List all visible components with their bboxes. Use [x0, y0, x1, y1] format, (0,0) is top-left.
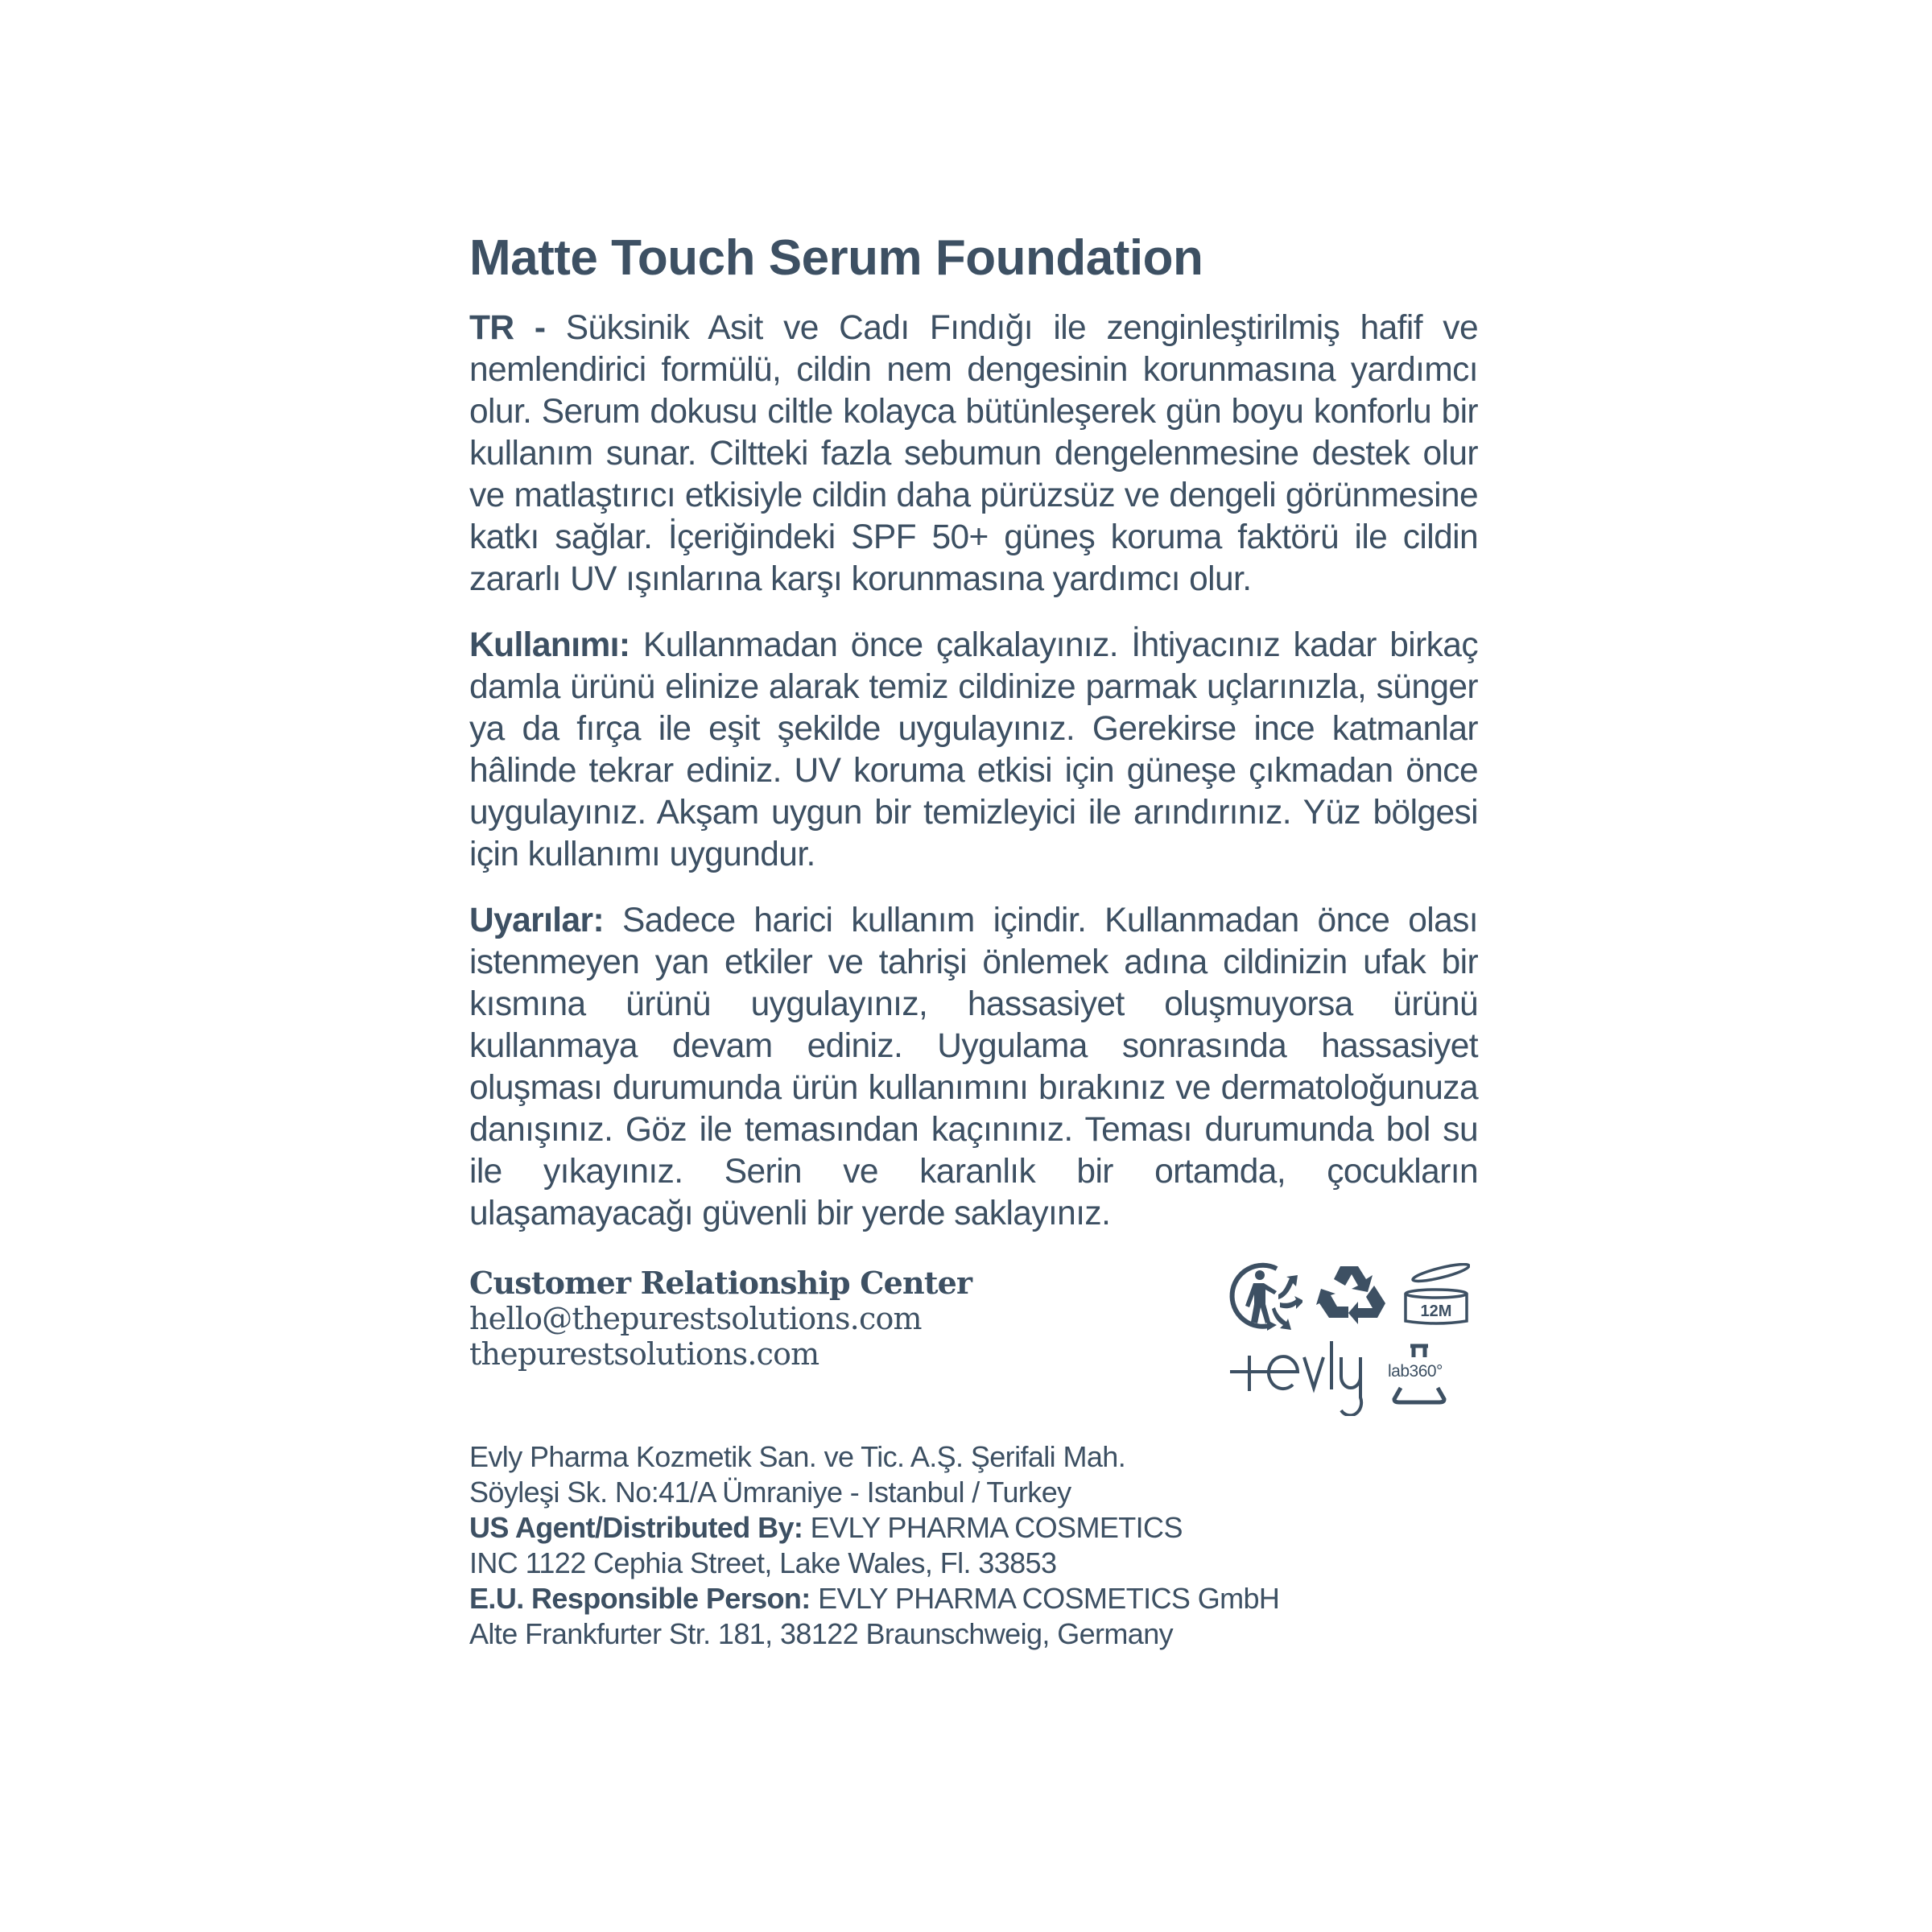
- us-agent-lead: US Agent/Distributed By:: [469, 1511, 803, 1544]
- customer-relationship-center: [469, 1265, 972, 1372]
- usage-lead: Kullanımı:: [469, 626, 630, 664]
- warnings-paragraph: [469, 900, 1478, 1235]
- eu-person-lead: E.U. Responsible Person:: [469, 1582, 811, 1615]
- eu-person-name: EVLY PHARMA COSMETICS GmbH: [810, 1582, 1280, 1615]
- description-text: Süksinik Asit ve Cadı Fındığı ile zenginleştirilmiş hafif ve nemlendirici formülü, cildin nem dengesinin korunmasına yardımcı olur. Serum dokusu ciltle kolayca bütünleşerek gün boyu konforlu bir kullanım sunar. Ciltteki fazla sebumun dengelenmesine destek olur ve matlaştırıcı etkisiyle cildin daha pürüzsüz ve dengeli görünmesine katkı sağlar. İçeriğindeki SPF 50+ güneş koruma faktörü ile cildin zararlı UV ışınlarına karşı korunmasına yardımcı olur.: [469, 309, 1478, 598]
- crc-website[interactable]: thepurestsolutions.com: [469, 1336, 819, 1372]
- contact-and-icons: [469, 1259, 1478, 1420]
- address-line-2: Söyleşi Sk. No:41/A Ümraniye - Istanbul / Turkey: [469, 1476, 1071, 1509]
- lab360-logo: [1389, 1340, 1462, 1412]
- pao-label: 12M: [1420, 1302, 1452, 1320]
- us-agent-address: INC 1122 Cephia Street, Lake Wales, Fl. 33853: [469, 1546, 1057, 1579]
- usage-text: Kullanmadan önce çalkalayınız. İhtiyacınız kadar birkaç damla ürünü elinize alarak temiz cildinize parmak uçlarınızla, sünger ya da fırça ile eşit şekilde uygulayınız. Gerekirse ince katmanlar hâlinde tekrar ediniz. UV koruma etkisi için güneşe çıkmadan önce uygulayınız. Akşam uygun bir temizleyici ile arındırınız. Yüz bölgesi için kullanımı uygundur.: [469, 626, 1478, 873]
- lab360-text: lab360°: [1388, 1362, 1443, 1381]
- description-paragraph: [469, 308, 1478, 601]
- usage-paragraph: [469, 625, 1478, 876]
- recycle-icon: [1316, 1261, 1389, 1329]
- crc-title: Customer Relationship Center: [469, 1265, 972, 1301]
- symbols-block: [1228, 1259, 1478, 1420]
- brand-logo-row: [1228, 1340, 1478, 1420]
- description-lead: TR -: [469, 309, 546, 347]
- symbol-row: [1228, 1259, 1470, 1331]
- us-agent-line: [469, 1510, 1478, 1546]
- eu-person-line: [469, 1581, 1478, 1616]
- crc-email[interactable]: hello@thepurestsolutions.com: [469, 1301, 922, 1336]
- company-address: [469, 1439, 1478, 1652]
- warnings-lead: Uyarılar:: [469, 902, 605, 939]
- address-line-1: Evly Pharma Kozmetik San. ve Tic. A.Ş. Şerifali Mah.: [469, 1440, 1126, 1473]
- evly-logo: [1228, 1340, 1389, 1420]
- period-after-opening-icon: [1402, 1263, 1470, 1327]
- eu-person-address: Alte Frankfurter Str. 181, 38122 Braunschweig, Germany: [469, 1617, 1174, 1650]
- product-title: Matte Touch Serum Foundation: [469, 230, 1203, 286]
- product-label: [469, 225, 1478, 1652]
- triman-recycling-icon: [1228, 1259, 1302, 1331]
- warnings-text: Sadece harici kullanım içindir. Kullanmadan önce olası istenmeyen yan etkiler ve tahrişi önlemek adına cildinizin ufak bir kısmına ürünü uygulayınız, hassasiyet oluşmuyorsa ürünü kullanmaya devam ediniz. Uygulama sonrasında hassasiyet oluşması durumunda ürün kullanımını bırakınız ve dermatoloğunuza danışınız. Göz ile temasından kaçınınız. Teması durumunda bol su ile yıkayınız. Serin ve karanlık bir ortamda, çocukların ulaşamayacağı güvenli bir yerde saklayınız.: [469, 902, 1478, 1232]
- us-agent-name: EVLY PHARMA COSMETICS: [803, 1511, 1183, 1544]
